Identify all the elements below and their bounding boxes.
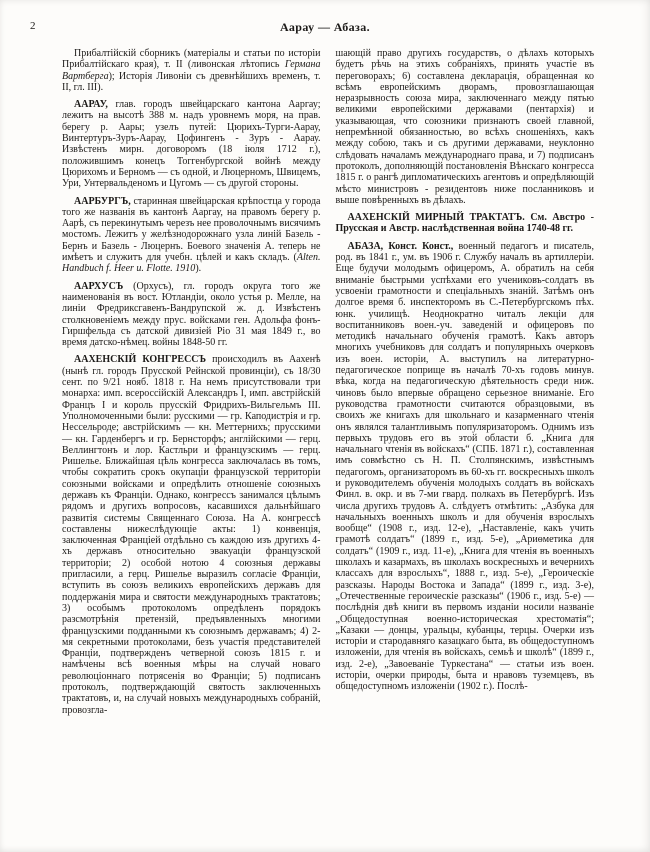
text-run: ); Исторія Ливоніи съ древнѣйшихъ временъ, т. II, гл. III). [62, 70, 321, 93]
entry-aarhus [62, 281, 321, 349]
headword: ААРАУ, [74, 99, 108, 111]
headword: ААРХУСЪ [74, 280, 124, 292]
headword: ААХЕНСКІЙ МИРНЫЙ ТРАКТАТЪ. См. Австро - Прусская и Австр. наслѣдственная война 1740-48 гг. [335, 212, 594, 235]
italic-run: Германа Вартберга [62, 59, 321, 82]
right-column [336, 48, 595, 716]
text-run: военный педагогъ и писатель, род. въ 1841 г., ум. въ 1906 г. Службу началъ въ артиллеріи. Еще будучи молодымъ офицеромъ, А. обратилъ на себя вниманіе быстрыми успѣхами его учениковъ-солдатъ въ усвоеніи грамотности и спеціальныхъ знаній. Затѣмъ онъ долгое время б. инспекторомъ въ С.-Петербургскомъ пѣх. юнк. училищѣ. Неоднократно читалъ лекціи для воспитанниковъ воен.-уч. заведеній и офицеровъ по методикѣ начальнаго обученія грамотѣ. Какъ авторъ многихъ учебниковъ для солдатъ и популярныхъ очерковъ изъ воен. исторіи, А. выступилъ на литературно-педагогическое поприще въ началѣ 70-хъ годовъ минув. вѣка, когда на педагогическую дѣятельность среди ниж. чиновъ было впервые обращено серьезное вниманіе. Его руководства грамотности считаются образцовыми, въ своихъ же книгахъ для школьнаго и казарменнаго чтенія онъ являлся талантливымъ популяризаторомъ. Однимъ изъ первыхъ трудовъ его въ этой области б. „Книга для начальнаго чтенія въ войскахъ“ (СПБ. 1871 г.), составленная имъ совмѣстно съ Н. П. Столпянскимъ, извѣстнымъ педагогомъ, организаторомъ въ 60-хъ гг. воскресныхъ школъ и руководителемъ обученія молодыхъ солдатъ въ войскахъ Финл. в. окр. и въ 7-ми гвард. полкахъ въ Петербургѣ. Изъ числа другихъ трудовъ А. слѣдуетъ отмѣтить: „Азбука для начальныхъ военныхъ школъ и для обученія взрослыхъ вообще“ (1908 г., изд. 12-е), „Наставленіе, какъ учить грамотѣ солдатъ“ (1899 г., изд. 5-е), „Ариѳметика для солдатъ“ (1909 г., изд. 11-е), „Книга для чтенія въ военныхъ школахъ и казармахъ, въ школахъ воскресныхъ и вечернихъ классахъ для взрослыхъ“, 1888 г., изд. 5-е), „Героическіе разсказы. Народы Востока и Запада“ (1899 г., изд. 3-е), „Отечественные героическіе разсказы“ (1906 г., изд. 5-е) — послѣднія двѣ книги въ первомъ изданіи носили названіе „Общедоступная военно-историческая хрестоматія“; „Казаки — донцы, уральцы, кубанцы, терцы. Очерки изъ исторіи и стародавняго казацкаго быта, въ общедоступномъ изложеніи, для чтенія въ войскахъ, семьѣ и школѣ“ (1899 г., изд. 2-е), „Завоеваніе Туркестана“ — статьи изъ воен. исторіи, очерки природы, быта и нравовъ туземцевъ, въ общедоступномъ изложеніи (1902 г.). Послѣ- [335, 240, 594, 693]
page-header [0, 0, 650, 42]
text-run: глав. городъ швейцарскаго кантона Ааргау; лежитъ на высотѣ 388 м. надъ уровнемъ моря, на прав. берегу р. Аары; узелъ путей: Цюрихъ-Турги-Аарау, Винтертуръ-Зуръ-Аарау, Цофингенъ - Зуръ - Аарау. Извѣстенъ мирн. договоромъ (18 іюля 1712 г.), положившимъ конецъ Тоггенбургской войнѣ между Цюрихомъ и Берномъ — съ одной, и Люцерномъ, Швицемъ, Ури, Унтервальденомъ и Цугомъ — съ другой стороны. [62, 99, 321, 190]
text-run: (Орхусъ), гл. городъ округа того же наименованія въ вост. Ютландіи, около устья р. Мелле, на линіи Фредриксгавенъ-Вандрупской ж. д. Извѣстенъ столкновеніемъ между прус. войсками ген. Адольфа фонъ-Гиршфельда съ датской дивизіей Ріо 31 мая 1849 г., во время датско-нѣмец. войны 1848-50 гг. [62, 280, 321, 349]
text-run: происходилъ въ Аахенѣ (нынѣ гл. городъ Прусской Рейнской провинціи), съ 18/30 сент. по 9/21 нояб. 1818 г. На немъ присутствовали три монарха: имп. всероссійскій Александръ I, имп. австрійскій Францъ I и король прусскій Фридрихъ-Вильгельмъ III. Уполномоченными были: русскими — гр. Каподистрія и гр. Нессельроде; австрійскимъ — кн. Меттернихъ; прусскими — кн. Гарденбергъ и гр. Бернсторфъ; англійскими — герц. Веллингтонъ и лор. Кастльри и французскимъ — герц. Ришелье. Ближайшая цѣль конгресса заключалась въ томъ, чтобы сократить срокъ окупаціи французской территоріи союзными войсками и опредѣлить отношеніе союзныхъ державъ къ Франціи. Однако, конгрессъ занимался цѣлымъ рядомъ и другихъ вопросовъ, касавшихся дальнѣйшаго развитія системы Священнаго Союза. На А. конгрессѣ составлены нижеслѣдующіе акты: 1) конвенція, заключенная Франціей отдѣльно съ каждою изъ другихъ 4-хъ державъ относительно эвакуаціи французской территоріи; 2) особой нотою 4 союзныя державы пригласили, а герц. Ришелье выразилъ согласіе Франціи, вступить въ союзъ великихъ европейскихъ державъ для поддержанія мира и святости международныхъ трактатовъ; 3) особымъ протоколомъ опредѣленъ порядокъ разсмотрѣнія претензій, предъявленныхъ многими французскими подданными къ союзнымъ державамъ; 4) 2-мя секретными протоколами, безъ участія представителей Франціи, подтвержденъ четверной союзъ 1815 г. и намѣчены всѣ военныя мѣры на случай новаго революціоннаго потрясенія во Франціи; 5) подписанъ протоколъ, подтверждающій святость заключенныхъ трактатовъ, и, на случай новыхъ международныхъ собраній, провозгла- [62, 354, 321, 716]
entry-aarau [62, 99, 321, 189]
text-run: старинная швейцарская крѣпостца у города того же названія въ кантонѣ Ааргау, на правомъ берегу р. Аарѣ, съ перекинутымъ черезъ нее проволочнымъ висячимъ мостомъ. Лежитъ у желѣзнодорожнаго узла линій Базель - Бернъ и Базель - Люцернъ. Боевого значенія А. теперь не имѣетъ и служитъ для учебн. цѣлей и какъ складъ. ( [62, 195, 321, 264]
italic-run: Alten. Handbuch f. Heer u. Flotte. 1910 [62, 252, 321, 275]
text-run: ). [195, 263, 202, 275]
running-title: Аарау — Абаза. [279, 20, 371, 34]
text-run: шающій право другихъ государствъ, о дѣлахъ которыхъ будетъ рѣчь на этихъ собраніяхъ, принять участіе въ переговорахъ; 6) составлена декларація, обращенная ко всѣмъ европейскимъ дворамъ, провозглашающая неразрывность союза мира, заключеннаго между пятью великими европейскими державами (пентархія) и указывающая, что союзники признаютъ своей главной, непремѣнной обязанностью, во всѣхъ сношеніяхъ, какъ между собою, такъ и съ другими державами, неуклонно слѣдовать началамъ международнаго права, и 7) подписанъ протоколъ, дополняющій постановленія Вѣнскаго конгресса 1815 г. о рангѣ дипломатическихъ агентовъ и опредѣляющій мѣсто министровъ - резидентовъ ниже посланниковъ и выше повѣренныхъ въ дѣлахъ. [335, 48, 594, 206]
continuation-aachen-congress [336, 48, 595, 206]
continuation-literature [62, 48, 321, 93]
text-columns [0, 42, 650, 716]
headword: ААРБУРГЪ, [74, 195, 131, 207]
page-number: 2 [30, 20, 36, 32]
entry-aachen-congress [62, 354, 321, 716]
headword: АБАЗА, Конст. Конст., [347, 240, 454, 252]
entry-aarburg [62, 196, 321, 275]
headword: ААХЕНСКІЙ КОНГРЕССЪ [74, 354, 207, 366]
text-run: Прибалтійскій сборникъ (матеріалы и статьи по исторіи Прибалтійскаго края), т. II (ливонская лѣтопись [62, 48, 321, 71]
left-column [62, 48, 321, 716]
entry-aachen-peace-treaty [336, 212, 595, 235]
entry-abaza [336, 241, 595, 693]
